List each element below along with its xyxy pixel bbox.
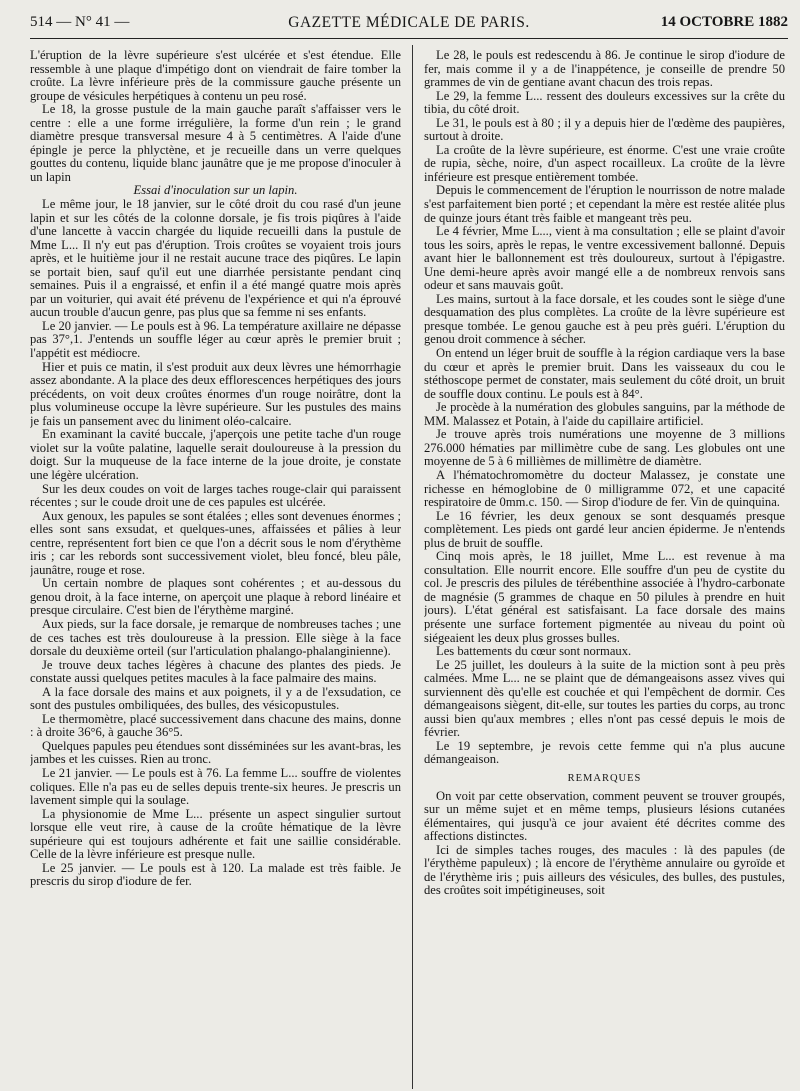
paragraph: Ici de simples taches rouges, des macules : là des papules (de l'érythème papuleux) ; là encore de l'érythème annulaire ou gyroïde et de l'érythème iris ; puis ailleurs des vésicules, des bulles, des pustules, des croûtes soit impétigineuses, soit — [424, 842, 785, 898]
paragraph: Les battements du cœur sont normaux. — [436, 644, 632, 659]
paragraph: Le 31, le pouls est à 80 ; il y a depuis hier de l'œdème des paupières, surtout à droite. — [424, 115, 785, 144]
right-column — [424, 49, 785, 1089]
paragraph: Le 4 février, Mme L..., vient à ma consultation ; elle se plaint d'avoir tous les soirs, après le repas, le ventre excessivement ballonné. Depuis avant hier le ballonnement est très douloureux, surtout à l'épigastre. Une demi-heure après avoir mangé elle a de nombreux renvois sans odeur et sans mauvais goût. — [424, 224, 785, 293]
paragraph: A l'hématochromomètre du docteur Malassez, je constate une richesse en hémoglobine de 0 milligramme 072, et une capacité respiratoire de 0mm.c. 150. — Sirop d'iodure de fer. Vin de quinquina. — [424, 467, 785, 510]
paragraph: Le 16 février, les deux genoux se sont desquamés presque complètement. Les pieds ont gardé leur ancien épiderme. Je n'entends plus de bruit de souffle. — [424, 508, 785, 550]
paragraph: On entend un léger bruit de souffle à la région cardiaque vers la base du cœur et après le premier bruit. Dans les vaisseaux du cou le stéthoscope permet de constater, mais seulement du côté droit, un bruit de souffle doux continu. Le pouls est à 84°. — [424, 346, 785, 401]
paragraph: Les mains, surtout à la face dorsale, et les coudes sont le siège d'une desquamation des plus complètes. La croûte de la lèvre supérieure est presque tombée. Le genou gauche est à peu près guéri. L'éruption du genou droit commence à sécher. — [424, 291, 785, 347]
paragraph: Je trouve deux taches légères à chacune des plantes des pieds. Je constate aussi quelques petites macules à la face palmaire des mains. — [30, 657, 401, 686]
paragraph: Le 18, la grosse pustule de la main gauche paraît s'affaisser vers le centre : elle a une forme irrégulière, la forme d'un rein ; le grand diamètre presque transversal mesure 4 à 5 centimètres. A l'aide d'une épingle je perce la phlyctène, et je recueille dans un verre quelques gouttes du contenu, liquide blanc jaunâtre que je me propose d'inoculer à un lapin — [30, 102, 401, 184]
paragraph: On voit par cette observation, comment peuvent se trouver groupés, sur un même sujet et en même temps, plusieurs lésions cutanées élémentaires, qui jusqu'à ce jour avaient été décrites comme des affections distinctes. — [424, 788, 785, 844]
paragraph: Le 25 juillet, les douleurs à la suite de la miction sont à peu près calmées. Mme L... ne se plaint que de démangeaisons assez vives qui surviennent dès qu'elle est couchée et qui l'empêchent de dormir. Ces démangeaisons siègent, dit-elle, sur toutes les parties du corps, au tronc aussi bien qu'aux membres ; elles n'ont pas cessé depuis le mois de février. — [424, 657, 785, 740]
paragraph: Le thermomètre, placé successivement dans chacune des mains, donne : à droite 36°6, à gauche 36°5. — [30, 711, 401, 740]
paragraph: Depuis le commencement de l'éruption le nourrisson de notre malade s'est parfaitement bien porté ; et cependant la mère est restée alitée plus de quinze jours étant très faible et mangeant très peu. — [424, 183, 785, 225]
paragraph: Aux genoux, les papules se sont étalées ; elles sont devenues énormes ; elles sont sans exsudat, et quelques-unes, affaissées et pâlies à leur centre, représentent fort bien ce que l'on a décrit sous le nom d'érythème iris ; car les rebords sont successivement violet, bleu foncé, bleu pâle, jaunâtre, rouge et rose. — [30, 508, 401, 577]
paragraph: Le même jour, le 18 janvier, sur le côté droit du cou rasé d'un jeune lapin et sur les côtés de la colonne dorsale, je fis trois piqûres à l'aide d'une lancette à vaccin chargée du liquide recueilli dans la pustule de Mme L... Il n'y eut pas d'éruption. Trois croûtes se voyaient trois jours après, et le huitième jour il ne restait aucune trace des piqûres. Le lapin se portait bien, sauf qu'il eut une diarrhée persistante pendant cinq semaines. Puis il a engraissé, et enfin il a été mangé quatre mois après par un voiturier, qui avait été prévenu de l'expérience et qui n'a éprouvé aucun trouble d'aucun genre, pas plus que sa femme ni ses enfants. — [30, 197, 401, 320]
paragraph: Cinq mois après, le 18 juillet, Mme L... est revenue à ma consultation. Elle nourrit encore. Elle souffre d'un peu de cystite du col. Je prescris des pilules de térébenthine associée à l'hydro-carbonate de magnésie (5 grammes de chaque en 50 pilules à prendre en huit jours). L'état général est satisfaisant. La face dorsale des mains présente une surface fortement pigmentée au niveau du point où siégeaient les deux plus grosses bulles. — [424, 549, 785, 645]
paragraph: Le 28, le pouls est redescendu à 86. Je continue le sirop d'iodure de fer, mais comme il y a de l'inappétence, je conseille de prendre 50 grammes de vin de gentiane avant chacun des trois repas. — [424, 49, 785, 90]
paragraph: Aux pieds, sur la face dorsale, je remarque de nombreuses taches ; une de ces taches est très douloureuse à la pression. Elle siège à la face dorsale du deuxième orteil (sur l'articulation phalango-phalanginienne). — [30, 616, 401, 659]
paragraph: En examinant la cavité buccale, j'aperçois une petite tache d'un rouge violet sur la voûte palatine, laquelle serait douloureuse à la pression du doigt. Sur la muqueuse de la face interne de la joue droite, je constate une légère ulcération. — [30, 427, 401, 482]
column-divider — [412, 45, 413, 1089]
paragraph: Je procède à la numération des globules sanguins, par la méthode de MM. Malassez et Potain, à l'aide du capillaire artificiel. — [424, 400, 785, 428]
journal-title: GAZETTE MÉDICALE DE PARIS. — [288, 14, 530, 31]
paragraph: Le 25 janvier. — Le pouls est à 120. La malade est très faible. Je prescris du sirop d'iodure de fer. — [30, 860, 401, 889]
paragraph: Sur les deux coudes on voit de larges taches rouge-clair qui paraissent récentes ; sur le coude droit une de ces papules est ulcérée. — [30, 481, 401, 510]
section-heading: Essai d'inoculation sur un lapin. — [133, 183, 298, 198]
paragraph: Un certain nombre de plaques sont cohérentes ; et au-dessous du genou droit, à la face interne, on aperçoit une plaque à rebord linéaire et presque circulaire. C'est bien de l'érythème marginé. — [30, 576, 401, 618]
page-header — [30, 12, 788, 39]
page-number: 514 — N° 41 — — [30, 14, 130, 30]
paragraph: L'éruption de la lèvre supérieure s'est ulcérée et s'est étendue. Elle ressemble à une plaque d'impétigo dont on viendrait de faire tomber la croûte. La lèvre inférieure près de la commissure gauche présente un groupe de vésicules herpétiques à contenu un peu rosé. — [30, 49, 401, 103]
paragraph: La physionomie de Mme L... présente un aspect singulier surtout lorsque elle veut rire, à cause de la croûte hématique de la lèvre supérieure qui est toujours adhérente et fait une saillie considérable. Celle de la lèvre inférieure est presque nulle. — [30, 806, 401, 862]
paragraph: Hier et puis ce matin, il s'est produit aux deux lèvres une hémorrhagie assez abondante. A la place des deux efflorescences herpétiques des jours précédents, on voit deux croûtes énormes d'un rouge noirâtre, dont la plus volumineuse occupe la lèvre supérieure. Sur les pustules des mains je fais un pansement avec du liniment oléo-calcaire. — [30, 359, 401, 428]
paragraph: Le 21 janvier. — Le pouls est à 76. La femme L... souffre de violentes coliques. Elle n'a pas eu de selles depuis trente-six heures. Je prescris un lavement simple qui la soulage. — [30, 765, 401, 808]
issue-date: 14 OCTOBRE 1882 — [660, 14, 788, 30]
paragraph: A la face dorsale des mains et aux poignets, il y a de l'exsudation, ce sont des pustules ombiliquées, des bulles, des vésicopustules. — [30, 684, 401, 713]
left-column — [30, 49, 401, 1089]
paragraph: Le 19 septembre, je revois cette femme qui n'a plus aucune démangeaison. — [424, 738, 785, 767]
section-heading: REMARQUES — [567, 772, 642, 784]
paragraph: Je trouve après trois numérations une moyenne de 3 millions 276.000 hématies par millimètre cube de sang. Les globules ont une moyenne de 5 à 6 millièmes de millimètre de diamètre. — [424, 427, 785, 469]
paragraph: Quelques papules peu étendues sont disséminées sur les avant-bras, les jambes et les cuisses. Rien au tronc. — [30, 738, 401, 767]
paragraph: Le 20 janvier. — Le pouls est à 96. La température axillaire ne dépasse pas 37°,1. J'entends un souffle léger au cœur après le premier bruit ; l'appétit est médiocre. — [30, 318, 401, 361]
paragraph: Le 29, la femme L... ressent des douleurs excessives sur la crête du tibia, du côté droit. — [424, 88, 785, 117]
paragraph: La croûte de la lèvre supérieure, est énorme. C'est une vraie croûte de rupia, sèche, noire, d'un aspect rocailleux. La croûte de la lèvre inférieure est presque entièrement tombée. — [424, 142, 785, 184]
